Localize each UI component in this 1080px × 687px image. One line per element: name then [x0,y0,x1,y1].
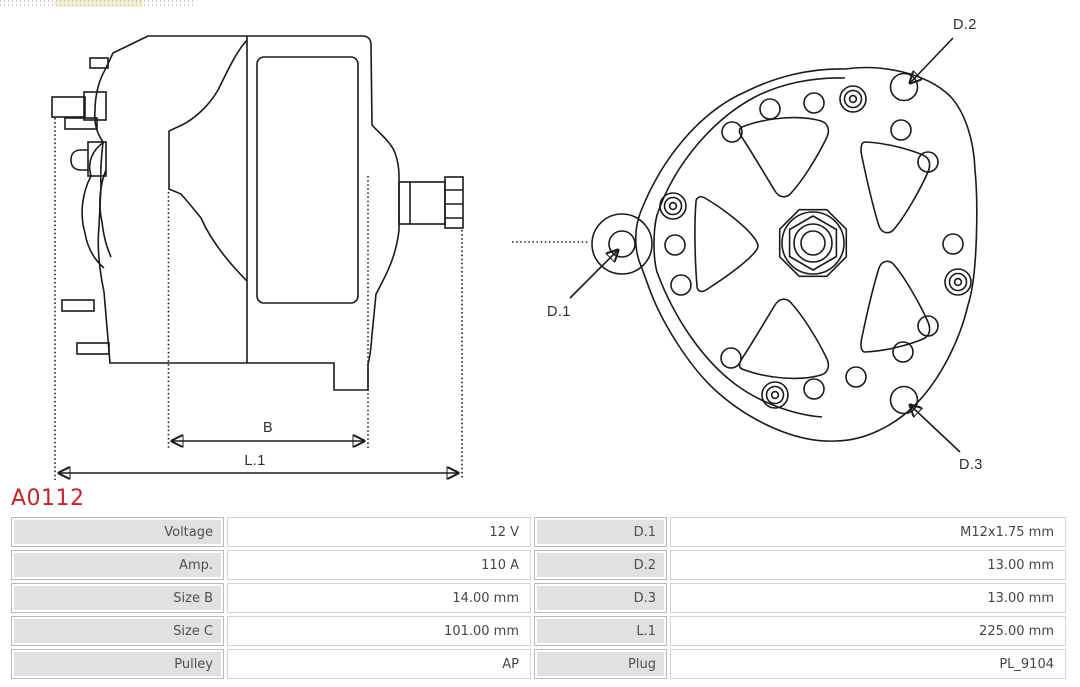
cell-text: 13.00 mm [987,557,1054,573]
spec-label-cell [534,583,667,613]
cell-text: Plug [628,656,656,672]
spec-label-cell [11,616,224,646]
spec-value-cell [670,583,1066,613]
spec-label-cell [534,550,667,580]
side-view-drawing [52,36,463,480]
mounting-hole-labels [512,17,983,473]
label-d3: D.3 [959,457,983,473]
cell-text: Pulley [174,656,213,672]
spec-label-fill [14,586,221,610]
mounting-hole-d3 [891,387,918,414]
spec-label-cell [11,517,224,547]
spec-label-cell [534,616,667,646]
vent-openings [695,118,930,379]
cell-text: D.2 [633,557,656,573]
spec-value-cell [670,517,1066,547]
spec-label-fill [14,619,221,643]
rear-view-drawing [512,17,983,473]
part-number: A0112 [11,486,85,511]
hub-nut [780,210,847,277]
spec-label-fill [537,586,664,610]
spec-label-cell [534,649,667,679]
cell-text: 13.00 mm [987,590,1054,606]
cell-text: D.1 [633,524,656,540]
vent-holes [665,93,963,399]
spec-label-cell [11,649,224,679]
cell-text: Size B [173,590,213,606]
cell-text: Voltage [164,524,213,540]
label-d2: D.2 [953,17,977,33]
spec-value-cell [227,583,531,613]
alternator-body-outline [82,36,399,390]
cell-text: 14.00 mm [452,590,519,606]
spec-value-cell [227,550,531,580]
cell-text: 110 A [481,557,519,573]
label-d1: D.1 [547,304,571,320]
cell-text: 12 V [489,524,519,540]
cell-text: D.3 [633,590,656,606]
spec-label-cell [11,583,224,613]
spec-label-fill [537,520,664,544]
cell-text: 225.00 mm [979,623,1054,639]
spec-value-cell [670,616,1066,646]
cell-text: M12x1.75 mm [960,524,1054,540]
shaft [399,177,463,228]
spec-label-fill [537,619,664,643]
spec-label-fill [14,553,221,577]
spec-value-cell [227,649,531,679]
spec-label-cell [534,517,667,547]
mounting-hole-d2 [891,74,918,101]
cell-text: L.1 [636,623,656,639]
dim-label-l1: L.1 [244,453,266,469]
spec-label-fill [14,652,221,676]
spec-label-fill [537,553,664,577]
spec-label-cell [11,550,224,580]
spec-value-cell [670,649,1066,679]
cell-text: Amp. [179,557,213,573]
spec-value-cell [227,517,531,547]
cell-text: 101.00 mm [444,623,519,639]
spec-value-cell [670,550,1066,580]
cell-text: AP [502,656,519,672]
spec-label-fill [14,520,221,544]
spec-table [11,517,1066,679]
dim-label-b: B [262,420,274,436]
spec-label-fill [537,652,664,676]
cell-text: Size C [173,623,213,639]
cell-text: PL_9104 [999,656,1054,672]
spec-value-cell [227,616,531,646]
